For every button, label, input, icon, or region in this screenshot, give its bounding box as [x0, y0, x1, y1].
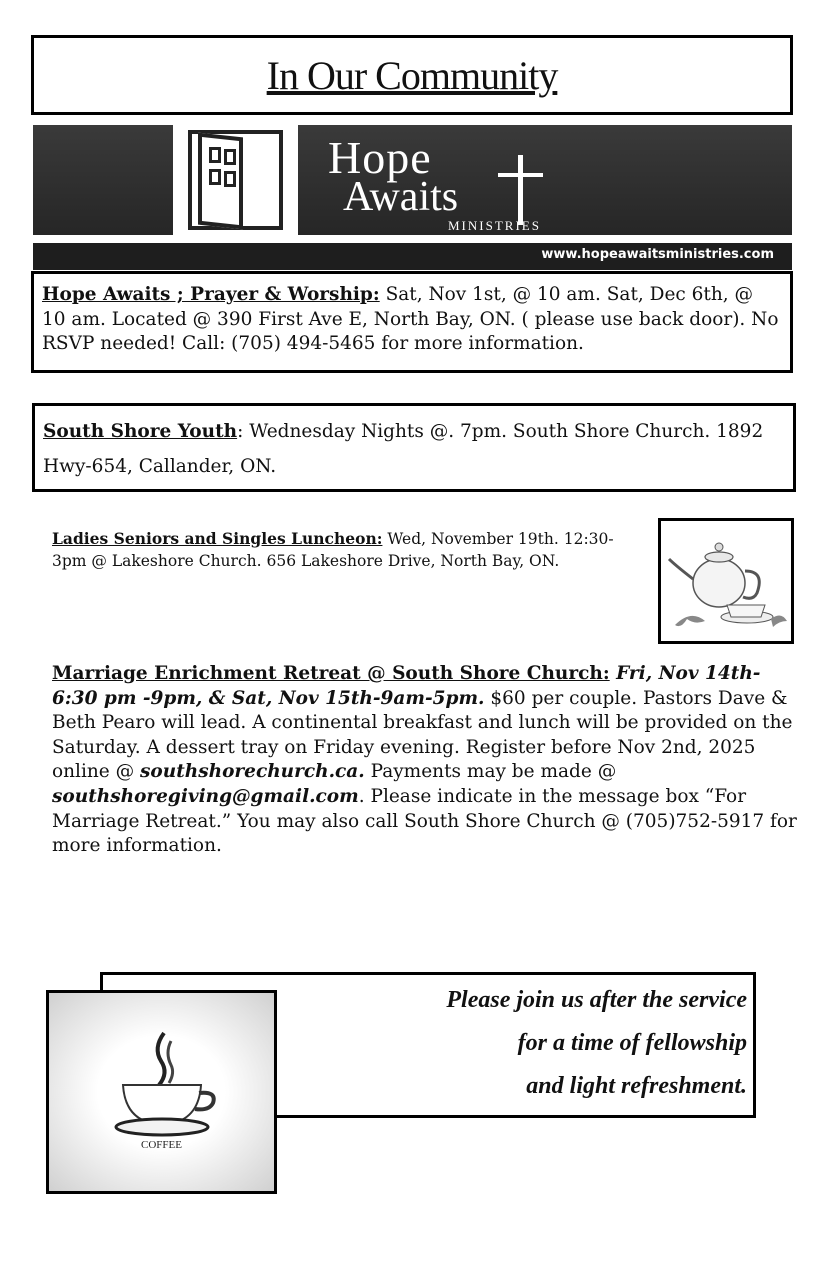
youth-notice	[32, 403, 796, 492]
invite-line-2: for a time of fellowship	[517, 1030, 747, 1056]
hope-awaits-notice	[31, 271, 793, 373]
youth-details: : Wednesday Nights @. 7pm. South Shore Church. 1892 Hwy-654, Callander, ON.	[43, 421, 764, 477]
coffee-label: COFFEE	[141, 1139, 182, 1151]
teapot-image	[658, 518, 794, 644]
coffee-cup-icon	[49, 993, 274, 1191]
marriage-details-1: $60 per couple. Pastors Dave & Beth Pearo will lead. A continental breakfast and lunch will be provided on the Saturday. A dessert tray on Friday evening. Register before Nov 2nd, 2025 online @	[52, 687, 793, 783]
marriage-heading: Marriage Enrichment Retreat @ South Shore Church:	[52, 663, 610, 684]
giving-email-link[interactable]: southshoregiving@gmail.com	[52, 785, 359, 807]
banner-url: www.hopeawaitsministries.com	[541, 247, 774, 262]
page-title-box	[31, 35, 793, 115]
invite-line-3: and light refreshment.	[526, 1073, 747, 1099]
hope-awaits-banner	[33, 125, 792, 270]
banner-awaits-text: Awaits	[343, 174, 459, 220]
marriage-details-2: Payments may be made @	[364, 761, 617, 783]
luncheon-heading: Ladies Seniors and Singles Luncheon:	[52, 529, 383, 548]
hope-awaits-heading: Hope Awaits ; Prayer & Worship:	[42, 284, 380, 305]
coffee-image	[46, 990, 277, 1194]
luncheon-details: Wed, November 19th. 12:30-3pm @ Lakeshore Church. 656 Lakeshore Drive, North Bay, ON.	[52, 530, 614, 570]
marriage-details-3: . Please indicate in the message box “For Marriage Retreat.” You may also call South Shore Church @ (705)752-5917 for more information.	[52, 785, 797, 857]
youth-heading: South Shore Youth	[43, 421, 238, 442]
banner-ministries-text: MINISTRIES	[448, 218, 541, 233]
hope-awaits-details: Sat, Nov 1st, @ 10 am. Sat, Dec 6th, @ 10 am. Located @ 390 First Ave E, North Bay, ON. ( please use back door). No RSVP needed! Call: (705) 494-5465 for more information.	[42, 284, 779, 354]
cross-icon	[518, 155, 523, 225]
page-title: In Our Community	[266, 52, 558, 98]
invite-line-1: Please join us after the service	[446, 987, 747, 1013]
marriage-dates: Fri, Nov 14th-6:30 pm -9pm, & Sat, Nov 15th-9am-5pm.	[52, 663, 761, 709]
luncheon-notice	[52, 528, 642, 572]
teapot-icon	[661, 521, 791, 641]
marriage-retreat-notice	[52, 662, 797, 859]
banner-hope-text: Hope	[328, 132, 432, 183]
church-website-link[interactable]: southshorechurch.ca.	[140, 761, 365, 783]
